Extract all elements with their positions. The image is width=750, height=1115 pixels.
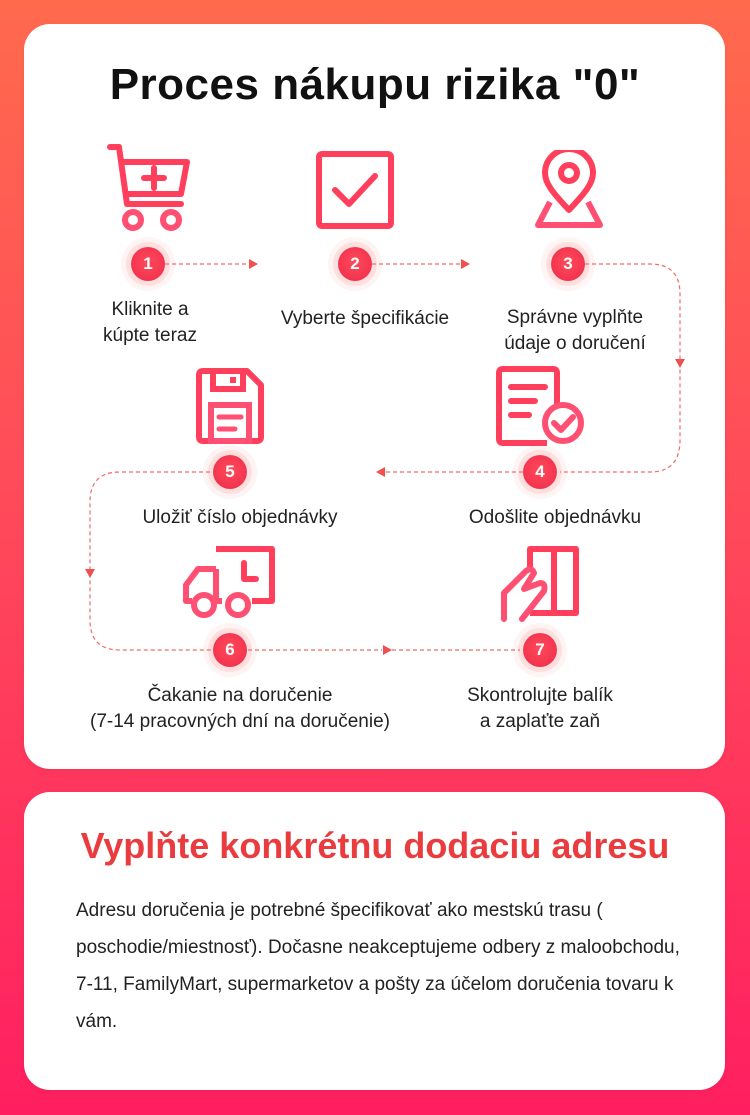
step-5-badge: 5 — [213, 455, 247, 489]
document-check-icon — [495, 365, 587, 447]
step-7-label: Skontrolujte balík a zaplaťte zaň — [467, 685, 613, 732]
checkbox-icon — [315, 150, 395, 230]
package-hand-icon — [500, 543, 580, 625]
delivery-truck-icon — [182, 545, 278, 621]
step-5-label: Uložiť číslo objednávky — [142, 507, 338, 528]
step-1-badge: 1 — [131, 247, 165, 281]
page-title: Proces nákupu rizika "0" — [109, 60, 641, 109]
step-2-label: Vyberte špecifikácie — [280, 308, 450, 329]
step-6-label: Čakanie na doručenie (7-14 pracovných dní na doručenie) — [90, 685, 390, 732]
location-pin-icon — [532, 150, 606, 230]
step-2-badge: 2 — [338, 247, 372, 281]
step-1-label: Kliknite a kúpte teraz — [103, 299, 197, 346]
step-6-badge: 6 — [213, 633, 247, 667]
step-4-label: Odošlite objednávku — [468, 507, 642, 528]
step-3-badge: 3 — [551, 247, 585, 281]
address-description: Adresu doručenia je potrebné špecifikovať ako mestskú trasu ( poschodie/miestnosť). Dočasne neakceptujeme odbery z maloobchodu, 7-11, FamilyMart, supermarketov a pošty za účelom doručenia tovaru k vám. — [76, 900, 680, 1032]
address-title: Vyplňte konkrétnu dodaciu adresu — [80, 825, 670, 866]
cart-plus-icon — [107, 142, 191, 234]
step-4-badge: 4 — [523, 455, 557, 489]
step-3-label: Správne vyplňte údaje o doručení — [504, 307, 646, 354]
step-7-badge: 7 — [523, 633, 557, 667]
save-disk-icon — [195, 367, 265, 445]
